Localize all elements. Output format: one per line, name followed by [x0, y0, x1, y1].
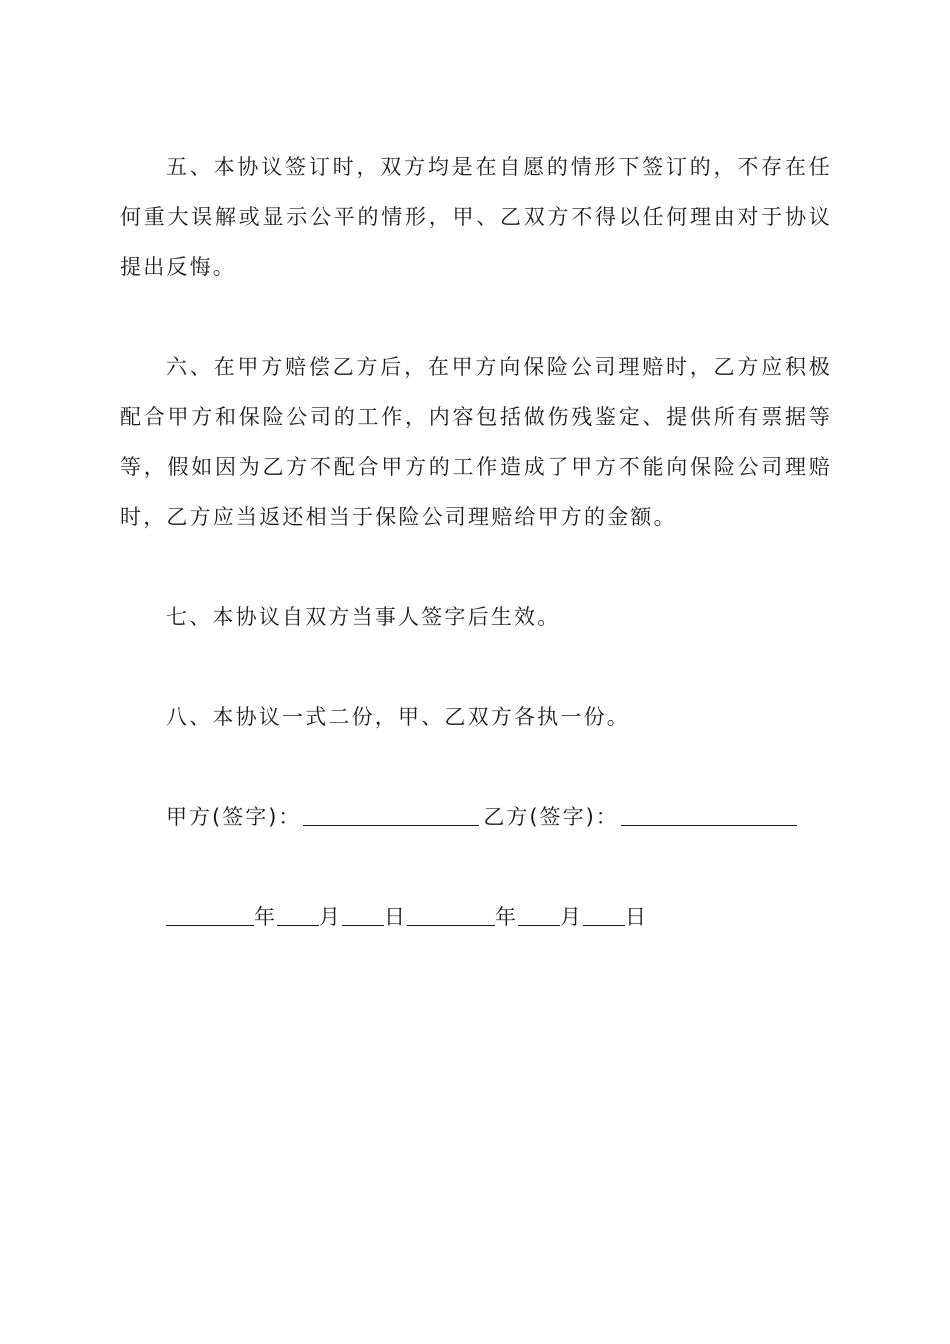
party-b-signature-blank [621, 803, 797, 826]
party-a-day-blank [342, 903, 384, 926]
party-a-year-blank [166, 903, 254, 926]
party-a-month-label: 月 [319, 905, 342, 929]
clause-6: 六、在甲方赔偿乙方后，在甲方向保险公司理赔时，乙方应积极配合甲方和保险公司的工作，内容包括做伤残鉴定、提供所有票据等等，假如因为乙方不配合甲方的工作造成了甲方不能向保险公司理赔时，乙方应当返还相当于保险公司理赔给甲方的金额。 [120, 355, 832, 529]
clause-5: 五、本协议签订时，双方均是在自愿的情形下签订的，不存在任何重大误解或显示公平的情形，甲、乙双方不得以任何理由对于协议提出反悔。 [120, 155, 832, 279]
party-a-day-label: 日 [384, 905, 407, 929]
party-b-day-blank [583, 903, 625, 926]
party-a-year-label: 年 [254, 905, 277, 929]
clause-7: 七、本协议自双方当事人签字后生效。 [166, 605, 561, 629]
date-line [166, 892, 648, 942]
party-b-month-label: 月 [560, 905, 583, 929]
party-b-month-blank [518, 903, 560, 926]
signature-line [166, 792, 801, 842]
clause-8: 八、本协议一式二份，甲、乙双方各执一份。 [166, 705, 630, 729]
party-b-year-blank [407, 903, 495, 926]
party-b-day-label: 日 [625, 905, 648, 929]
party-a-signature-label: 甲方(签字)： [166, 805, 302, 829]
party-a-month-blank [277, 903, 319, 926]
party-b-signature-label: 乙方(签字)： [483, 805, 619, 829]
party-b-year-label: 年 [495, 905, 518, 929]
party-a-signature-blank [303, 803, 479, 826]
